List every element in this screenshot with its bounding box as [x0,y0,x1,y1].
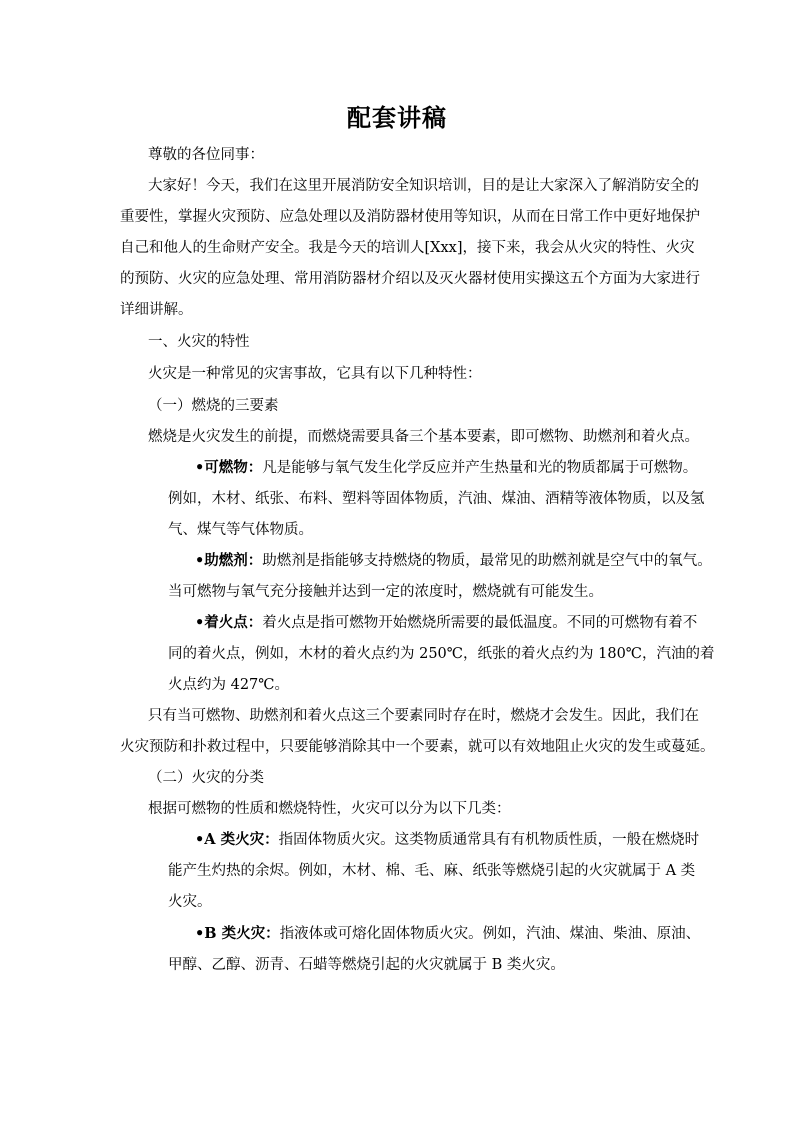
item-text: 着火点是指可燃物开始燃烧所需要的最低温度。不同的可燃物有着不 [262,615,698,631]
item-text: 凡是能够与氧气发生化学反应并产生热量和光的物质都属于可燃物。 [262,460,698,476]
term-label: 着火点： [204,614,263,631]
intro-line-5: 详细讲解。 [120,302,193,318]
intro-line-3: 自己和他人的生命财产安全。我是今天的培训人[Xxx]，接下来，我会从火灾的特性、火灾 [120,240,695,256]
item-text: 指液体或可熔化固体物质火灾。例如，汽油、煤油、柴油、原油、 [279,926,701,942]
list-item-continuation: 同的着火点，例如，木材的着火点约为 250℃，纸张的着火点约为 180℃，汽油的着 [168,646,715,662]
list-item-continuation: 能产生灼热的余烬。例如，木材、棉、毛、麻、纸张等燃烧引起的火灾就属于 A 类 [168,863,696,879]
page-title: 配套讲稿 [347,103,447,132]
list-item-class-b [195,924,700,944]
section-heading-1: 一、火灾的特性 [148,334,250,350]
conclusion-line-1: 只有当可燃物、助燃剂和着火点这三个要素同时存在时，燃烧才会发生。因此，我们在 [148,708,699,724]
list-item-continuation: 例如，木材、纸张、布料、塑料等固体物质，汽油、煤油、酒精等液体物质，以及氢 [168,491,705,507]
term-label: 可燃物： [204,459,263,476]
list-item-continuation: 气、煤气等气体物质。 [168,522,313,538]
bullet-icon: • [195,552,205,569]
list-item-continuation: 火灾。 [168,894,212,910]
section-lead-1: 火灾是一种常见的灾害事故，它具有以下几种特性： [148,366,482,382]
bullet-icon: • [195,925,205,942]
intro-line-1: 大家好！今天，我们在这里开展消防安全知识培训，目的是让大家深入了解消防安全的 [148,178,699,194]
item-text: 助燃剂是指能够支持燃烧的物质，最常见的助燃剂就是空气中的氧气。 [262,553,712,569]
list-item-continuation: 火点约为 427℃。 [168,677,290,693]
conclusion-line-2: 火灾预防和扑救过程中，只要能够消除其中一个要素，就可以有效地阻止火灾的发生或蔓延。 [120,739,715,755]
bullet-icon: • [195,614,205,631]
list-item-continuation: 当可燃物与氧气充分接触并达到一定的浓度时，燃烧就有可能发生。 [168,584,603,600]
bullet-icon: • [195,459,205,476]
intro-line-2: 重要性，掌握火灾预防、应急处理以及消防器材使用等知识，从而在日常工作中更好地保护 [120,209,700,225]
list-item-oxidizer [195,551,712,571]
list-item-ignition-point [195,613,697,633]
item-text: 指固体物质火灾。这类物质通常具有有机物质性质，一般在燃烧时 [278,832,700,848]
list-item-combustible [195,458,697,478]
subsection-heading-2: （二）火灾的分类 [148,770,264,786]
list-item-continuation: 甲醇、乙醇、沥青、石蜡等燃烧引起的火灾就属于 B 类火灾。 [168,957,565,973]
subsection-heading-1: （一）燃烧的三要素 [148,398,279,414]
term-label: 助燃剂： [204,552,263,569]
bullet-icon: • [195,831,205,848]
term-label: A 类火灾： [204,831,279,848]
term-label: B 类火灾： [204,925,280,942]
greeting: 尊敬的各位同事： [148,147,264,163]
subsection-lead-2: 根据可燃物的性质和燃烧特性，火灾可以分为以下几类： [148,801,511,817]
subsection-lead-1: 燃烧是火灾发生的前提，而燃烧需要具备三个基本要素，即可燃物、助燃剂和着火点。 [148,429,699,445]
list-item-class-a [195,830,699,850]
intro-line-4: 的预防、火灾的应急处理、常用消防器材介绍以及灭火器材使用实操这五个方面为大家进行 [120,271,700,287]
